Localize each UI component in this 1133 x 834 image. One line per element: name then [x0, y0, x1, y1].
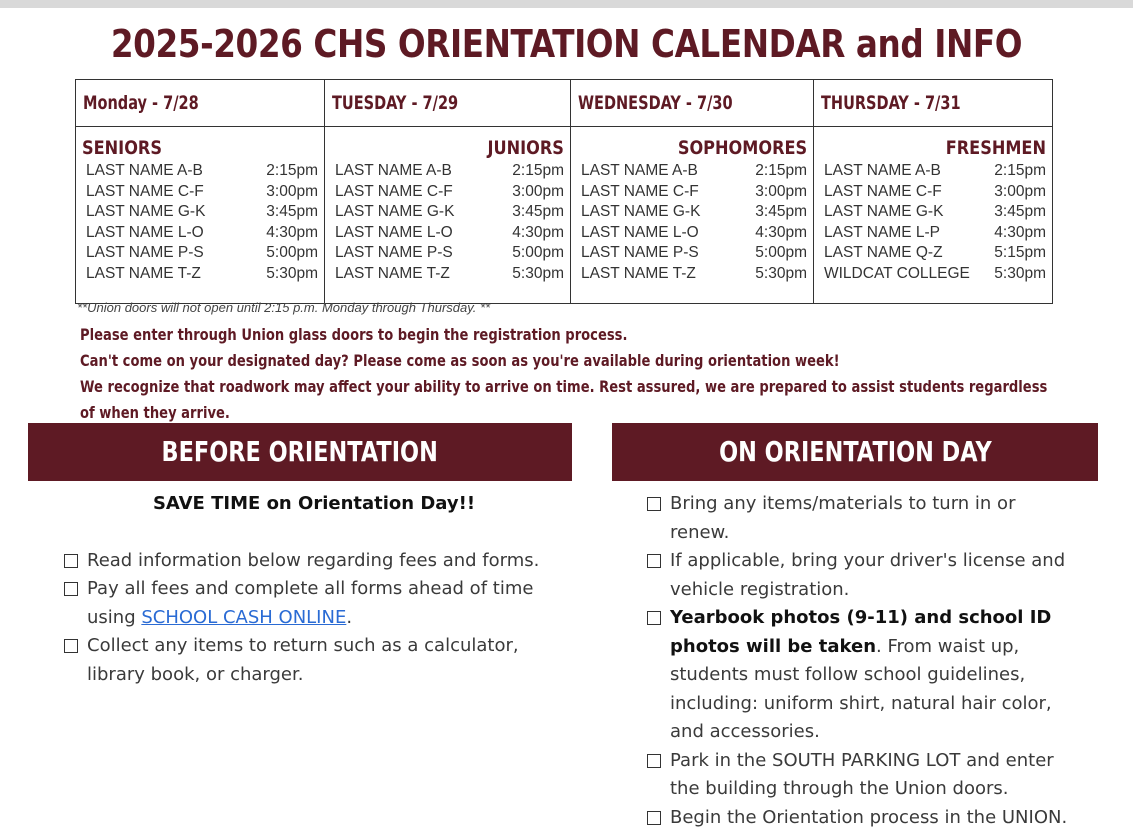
checklist-item: Pay all fees and complete all forms ahead of time using SCHOOL CASH ONLINE.	[64, 575, 564, 632]
checklist-item: Bring any items/materials to turn in or renew.	[647, 490, 1107, 547]
checkbox-icon[interactable]	[647, 811, 661, 825]
time-slot: LAST NAME L-P 4:30pm	[824, 223, 1046, 241]
time-slot: LAST NAME C-F 3:00pm	[86, 182, 318, 200]
page-title: 2025-2026 CHS ORIENTATION CALENDAR and INFO	[110, 22, 1023, 66]
day-cell-wednesday	[571, 127, 814, 304]
calendar-body-row	[76, 127, 1053, 304]
time-slot: LAST NAME L-O 4:30pm	[581, 223, 807, 241]
group-label-seniors: SENIORS	[82, 137, 162, 159]
day-header-tuesday: TUESDAY - 7/29	[325, 80, 571, 127]
time-slot: LAST NAME C-F 3:00pm	[824, 182, 1046, 200]
note-line: of when they arrive.	[80, 403, 230, 422]
checkbox-icon[interactable]	[647, 554, 661, 568]
time-slot: LAST NAME A-B 2:15pm	[86, 162, 318, 179]
school-cash-online-link[interactable]: SCHOOL CASH ONLINE	[141, 606, 347, 628]
checklist-item: Collect any items to return such as a calculator, library book, or charger.	[64, 632, 564, 689]
time-slot: LAST NAME L-O 4:30pm	[86, 223, 318, 241]
time-slot: LAST NAME G-K 3:45pm	[581, 203, 807, 220]
day-header-monday: Monday - 7/28	[76, 80, 325, 127]
day-cell-thursday	[814, 127, 1053, 304]
important-notes	[80, 322, 1048, 426]
on-orientation-day-heading: ON ORIENTATION DAY	[612, 423, 1098, 481]
day-header-wednesday: WEDNESDAY - 7/30	[571, 80, 814, 127]
checkbox-icon[interactable]	[64, 639, 78, 653]
time-slot: LAST NAME A-B 2:15pm	[581, 162, 807, 179]
group-label-freshmen: FRESHMEN	[945, 137, 1046, 159]
note-line: Can't come on your designated day? Please come as soon as you're available during orientation week!	[80, 351, 840, 370]
group-label-juniors: JUNIORS	[487, 137, 564, 159]
orientation-calendar	[75, 79, 1053, 304]
checklist-item: Begin the Orientation process in the UNION.	[647, 804, 1107, 833]
time-slot: LAST NAME G-K 3:45pm	[824, 203, 1046, 220]
time-slot: LAST NAME G-K 3:45pm	[86, 203, 318, 220]
checkbox-icon[interactable]	[64, 582, 78, 596]
day-cell-monday	[76, 127, 325, 304]
time-slot: LAST NAME Q-Z 5:15pm	[824, 244, 1046, 261]
day-header-thursday: THURSDAY - 7/31	[814, 80, 1053, 127]
checkbox-icon[interactable]	[647, 754, 661, 768]
time-slot: LAST NAME A-B 2:15pm	[335, 162, 564, 179]
group-label-sophomores: SOPHOMORES	[677, 137, 807, 159]
checklist-item: Yearbook photos (9-11) and school ID photos will be taken. From waist up, students must follow school guidelines, including: uniform shirt, natural hair color, and accessories.	[647, 604, 1107, 747]
checklist-item: Read information below regarding fees and forms.	[64, 547, 564, 576]
union-doors-note: **Union doors will not open until 2:15 p.m. Monday through Thursday. **	[77, 300, 491, 315]
note-line: Please enter through Union glass doors to begin the registration process.	[80, 325, 628, 344]
before-orientation-heading: BEFORE ORIENTATION	[28, 423, 572, 481]
time-slot: LAST NAME P-S 5:00pm	[335, 244, 564, 261]
checkbox-icon[interactable]	[647, 611, 661, 625]
time-slot: LAST NAME C-F 3:00pm	[581, 182, 807, 200]
calendar-header-row	[76, 80, 1053, 127]
time-slot: LAST NAME T-Z 5:30pm	[581, 264, 807, 282]
time-slot: LAST NAME P-S 5:00pm	[581, 244, 807, 261]
time-slot: LAST NAME P-S 5:00pm	[86, 244, 318, 261]
checklist-item: Park in the SOUTH PARKING LOT and enter the building through the Union doors.	[647, 747, 1107, 804]
time-slot: LAST NAME C-F 3:00pm	[335, 182, 564, 200]
checkbox-icon[interactable]	[64, 554, 78, 568]
time-slot: LAST NAME G-K 3:45pm	[335, 203, 564, 220]
save-time-subheading: SAVE TIME on Orientation Day!!	[152, 493, 476, 514]
on-orientation-day-column	[647, 490, 1107, 832]
time-slot: WILDCAT COLLEGE 5:30pm	[824, 264, 1046, 282]
checklist-item: If applicable, bring your driver's license and vehicle registration.	[647, 547, 1107, 604]
day-cell-tuesday	[325, 127, 571, 304]
top-border	[0, 0, 1133, 8]
time-slot: LAST NAME T-Z 5:30pm	[86, 264, 318, 282]
time-slot: LAST NAME L-O 4:30pm	[335, 223, 564, 241]
checkbox-icon[interactable]	[647, 497, 661, 511]
time-slot: LAST NAME A-B 2:15pm	[824, 162, 1046, 179]
note-line: We recognize that roadwork may affect your ability to arrive on time. Rest assured, we are prepared to assist students regardless	[80, 377, 1048, 396]
before-orientation-column	[64, 490, 564, 689]
time-slot: LAST NAME T-Z 5:30pm	[335, 264, 564, 282]
